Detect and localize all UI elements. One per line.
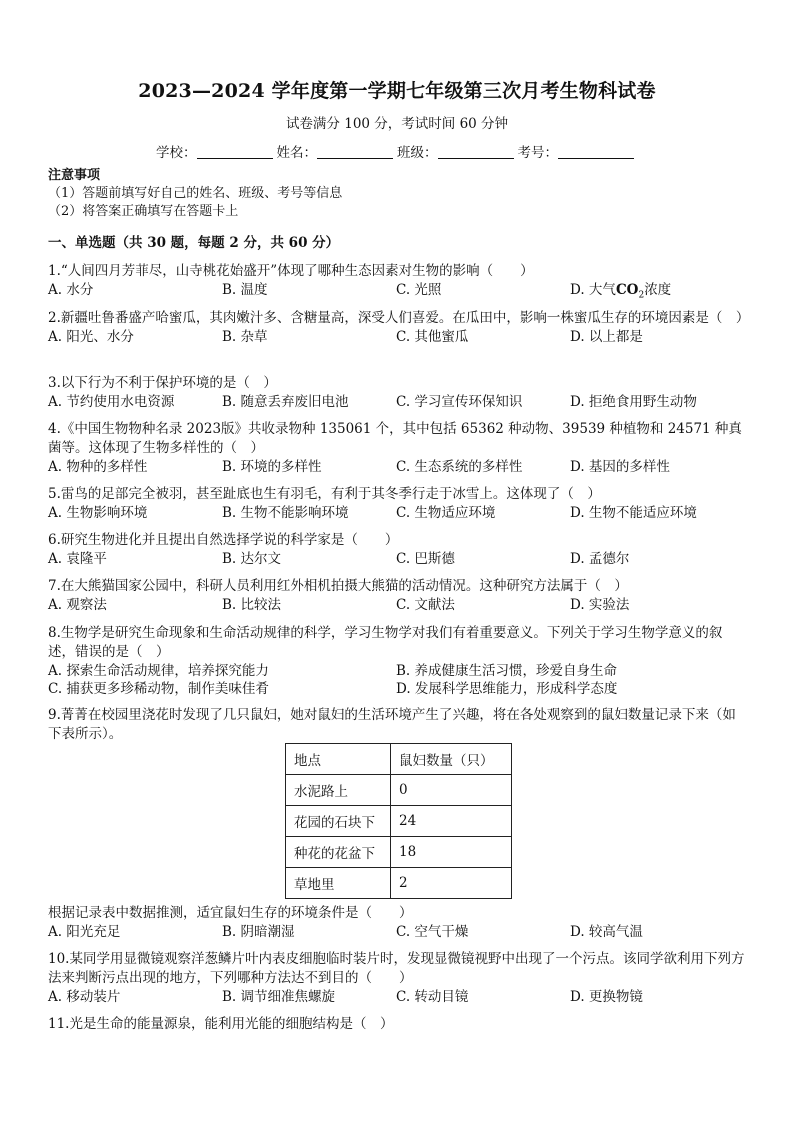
notice-item: （1）答题前填写好自己的姓名、班级、考号等信息 <box>48 186 343 201</box>
option-a[interactable]: A. 节约使用水电资源 <box>48 394 175 410</box>
co2-subscript: 2 <box>638 290 645 301</box>
question-stem: 9.菁菁在校园里浇花时发现了几只鼠妇，她对鼠妇的生活环境产生了兴趣，将在各处观察到的鼠妇数量记录下来（如下表所示）。 <box>48 707 736 742</box>
question-stem: 3.以下行为不利于保护环境的是（ ） <box>48 375 277 391</box>
woodlouse-count-table <box>285 743 512 899</box>
option-c[interactable]: C. 空气干燥 <box>396 924 469 940</box>
option-c[interactable]: C. 其他蜜瓜 <box>396 329 469 345</box>
option-b[interactable]: B. 比较法 <box>222 597 282 613</box>
question-stem: 1.“人间四月芳菲尽，山寺桃花始盛开”体现了哪种生态因素对生物的影响（ ） <box>48 263 534 279</box>
table-row <box>286 775 512 806</box>
id-label: 考号： <box>517 145 558 161</box>
section-heading: 一、单选题（共 30 题，每题 2 分，共 60 分） <box>48 235 340 251</box>
options-row <box>48 923 748 942</box>
exam-title: 2023—2024 学年度第一学期七年级第三次月考生物科试卷 <box>138 80 656 102</box>
option-a[interactable]: A. 生物影响环境 <box>48 505 148 521</box>
options-row <box>48 281 748 300</box>
table-cell: 0 <box>391 775 512 806</box>
question-stem: 10.某同学用显微镜观察洋葱鳞片叶内表皮细胞临时装片时，发现显微镜视野中出现了一个污点。该同学欲利用下列方法来判断污点出现的地方，下列哪种方法达不到目的（ ） <box>48 951 745 986</box>
option-a[interactable]: A. 阳光充足 <box>48 924 121 940</box>
question-2 <box>48 309 748 347</box>
school-blank[interactable] <box>197 145 273 159</box>
option-c[interactable]: C. 捕获更多珍稀动物，制作美味佳肴 <box>48 681 269 697</box>
options-row <box>48 458 748 477</box>
notice-item: （2）将答案正确填写在答题卡上 <box>48 204 239 219</box>
option-d[interactable]: D. 基因的多样性 <box>570 459 670 475</box>
option-a[interactable]: A. 探索生命活动规律，培养探究能力 <box>48 663 269 679</box>
option-d[interactable]: D. 生物不能适应环境 <box>570 505 697 521</box>
question-8 <box>48 624 748 698</box>
option-d[interactable]: D. 孟德尔 <box>570 551 630 567</box>
question-stem: 根据记录表中数据推测，适宜鼠妇生存的环境条件是（ ） <box>48 905 413 921</box>
options-row <box>48 393 748 412</box>
option-b[interactable]: B. 阴暗潮湿 <box>222 924 295 940</box>
options-row <box>48 504 748 523</box>
table-header-row <box>286 744 512 775</box>
option-d-suffix: 浓度 <box>644 282 672 298</box>
table-row <box>286 806 512 837</box>
question-9 <box>48 706 748 744</box>
student-info-line <box>0 141 794 161</box>
options-row <box>48 550 748 569</box>
question-1 <box>48 262 748 300</box>
notice-heading: 注意事项 <box>48 168 101 183</box>
table-cell: 水泥路上 <box>286 775 391 806</box>
question-stem: 7.在大熊猫国家公园中，科研人员利用红外相机拍摄大熊猫的活动情况。这种研究方法属于（ ） <box>48 578 628 594</box>
table-cell: 2 <box>391 868 512 899</box>
question-4 <box>48 420 748 477</box>
question-7 <box>48 577 748 615</box>
class-blank[interactable] <box>438 145 514 159</box>
option-b[interactable]: B. 生物不能影响环境 <box>222 505 349 521</box>
question-stem: 8.生物学是研究生命现象和生命活动规律的科学，学习生物学对我们有着重要意义。下列关于学习生物学意义的叙述，错误的是（ ） <box>48 625 723 660</box>
options-row <box>48 680 748 698</box>
option-a[interactable]: A. 阳光、水分 <box>48 329 134 345</box>
option-c[interactable]: C. 学习宣传环保知识 <box>396 394 523 410</box>
exam-subtitle: 试卷满分 100 分，考试时间 60 分钟 <box>285 116 509 132</box>
question-stem: 2.新疆吐鲁番盛产哈蜜瓜，其肉嫩汁多、含糖量高，深受人们喜爱。在瓜田中，影响一株蜜瓜生存的环境因素是（ ） <box>48 310 750 326</box>
options-row <box>48 596 748 615</box>
option-d[interactable]: D. 实验法 <box>570 597 630 613</box>
options-row <box>48 328 748 347</box>
question-6 <box>48 531 748 569</box>
question-stem: 5.雷鸟的足部完全被羽，甚至趾底也生有羽毛，有利于其冬季行走于冰雪上。这体现了（ ） <box>48 486 601 502</box>
option-d-text: D. 大气 <box>570 282 616 298</box>
option-b[interactable]: B. 调节细准焦螺旋 <box>222 989 336 1005</box>
option-b[interactable]: B. 达尔文 <box>222 551 282 567</box>
option-b[interactable]: B. 环境的多样性 <box>222 459 322 475</box>
option-c[interactable]: C. 文献法 <box>396 597 455 613</box>
option-d[interactable] <box>570 281 671 306</box>
option-b[interactable]: B. 养成健康生活习惯，珍爱自身生命 <box>396 663 618 679</box>
name-blank[interactable] <box>317 145 393 159</box>
table-cell: 花园的石块下 <box>286 806 391 837</box>
option-c[interactable]: C. 巴斯德 <box>396 551 455 567</box>
table-cell: 种花的花盆下 <box>286 837 391 868</box>
question-stem: 6.研究生物进化并且提出自然选择学说的科学家是（ ） <box>48 532 399 548</box>
option-a[interactable]: A. 观察法 <box>48 597 107 613</box>
table-cell: 18 <box>391 837 512 868</box>
option-d[interactable]: D. 发展科学思维能力，形成科学态度 <box>396 681 618 697</box>
table-cell: 24 <box>391 806 512 837</box>
table-header-cell: 鼠妇数量（只） <box>391 744 512 775</box>
option-d[interactable]: D. 更换物镜 <box>570 989 643 1005</box>
class-label: 班级： <box>397 145 438 161</box>
table-header-cell: 地点 <box>286 744 391 775</box>
table-cell: 草地里 <box>286 868 391 899</box>
co2-formula: CO <box>615 282 639 298</box>
option-c[interactable]: C. 生物适应环境 <box>396 505 496 521</box>
options-row <box>48 662 748 680</box>
option-c[interactable]: C. 生态系统的多样性 <box>396 459 523 475</box>
option-a[interactable]: A. 水分 <box>48 282 94 298</box>
option-c[interactable]: C. 光照 <box>396 282 442 298</box>
option-d[interactable]: D. 以上都是 <box>570 329 643 345</box>
option-d[interactable]: D. 拒绝食用野生动物 <box>570 394 697 410</box>
option-b[interactable]: B. 随意丢弃废旧电池 <box>222 394 349 410</box>
table-row <box>286 868 512 899</box>
question-10 <box>48 950 748 1007</box>
option-b[interactable]: B. 杂草 <box>222 329 268 345</box>
name-label: 姓名： <box>276 145 317 161</box>
option-a[interactable]: A. 袁隆平 <box>48 551 107 567</box>
option-a[interactable]: A. 移动装片 <box>48 989 121 1005</box>
question-11 <box>48 1015 748 1034</box>
option-b[interactable]: B. 温度 <box>222 282 268 298</box>
id-blank[interactable] <box>558 145 634 159</box>
options-row <box>48 988 748 1007</box>
option-a[interactable]: A. 物种的多样性 <box>48 459 148 475</box>
question-stem: 11.光是生命的能量源泉，能利用光能的细胞结构是（ ） <box>48 1016 394 1032</box>
table-row <box>286 837 512 868</box>
option-c[interactable]: C. 转动目镜 <box>396 989 469 1005</box>
school-label: 学校： <box>156 145 197 161</box>
question-3 <box>48 374 748 412</box>
question-9-continued <box>48 904 748 942</box>
option-d[interactable]: D. 较高气温 <box>570 924 643 940</box>
question-5 <box>48 485 748 523</box>
question-stem: 4.《中国生物物种名录 2023版》共收录物种 135061 个，其中包括 65362 种动物、39539 种植物和 24571 种真菌等。这体现了生物多样性的（ ） <box>48 421 742 456</box>
notice-block <box>48 167 342 221</box>
